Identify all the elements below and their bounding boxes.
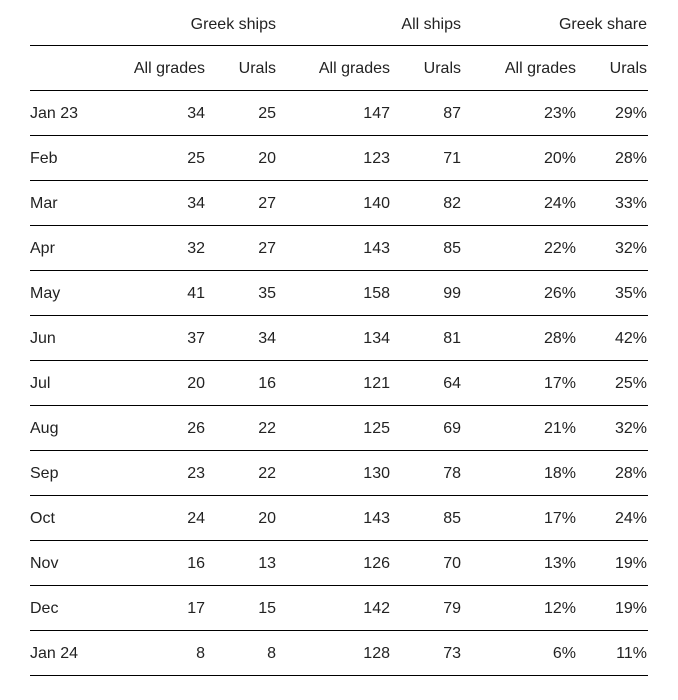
table-row — [30, 451, 648, 496]
cell-all-all-grades: 125 — [363, 420, 390, 437]
cell-all-all-grades: 140 — [363, 195, 390, 212]
group-header-greek-share: Greek share — [558, 16, 647, 33]
cell-share-urals: 42% — [614, 330, 647, 347]
cell-share-all-grades: 24% — [543, 195, 576, 212]
cell-share-all-grades: 12% — [543, 600, 576, 617]
table-row — [30, 406, 648, 451]
cell-all-all-grades: 134 — [363, 330, 390, 347]
cell-greek-all-grades: 32 — [187, 240, 205, 257]
row-month-label: May — [30, 285, 61, 302]
cell-greek-all-grades: 23 — [187, 465, 205, 482]
cell-greek-all-grades: 25 — [187, 150, 205, 167]
cell-all-urals: 99 — [443, 285, 461, 302]
cell-share-all-grades: 17% — [543, 510, 576, 527]
cell-greek-urals: 25 — [258, 105, 276, 122]
cell-greek-urals: 22 — [258, 465, 276, 482]
cell-all-all-grades: 126 — [363, 555, 390, 572]
cell-all-all-grades: 128 — [363, 645, 390, 662]
cell-greek-all-grades: 24 — [187, 510, 205, 527]
row-month-label: Aug — [30, 420, 59, 437]
cell-greek-urals: 27 — [258, 195, 276, 212]
cell-greek-urals: 22 — [258, 420, 276, 437]
cell-greek-urals: 27 — [258, 240, 276, 257]
data-table — [30, 0, 648, 690]
cell-all-all-grades: 143 — [363, 510, 390, 527]
table-row — [30, 586, 648, 631]
table-row — [30, 136, 648, 181]
cell-greek-urals: 34 — [258, 330, 276, 347]
cell-all-urals: 64 — [443, 375, 461, 392]
table-row — [30, 316, 648, 361]
row-month-label: Mar — [30, 195, 58, 212]
cell-all-urals: 73 — [443, 645, 461, 662]
cell-share-urals: 28% — [614, 465, 647, 482]
cell-share-urals: 35% — [614, 285, 647, 302]
cell-greek-all-grades: 37 — [187, 330, 205, 347]
cell-share-all-grades: 23% — [543, 105, 576, 122]
cell-share-all-grades: 26% — [543, 285, 576, 302]
cell-share-urals: 32% — [614, 240, 647, 257]
cell-all-urals: 85 — [443, 240, 461, 257]
table-row — [30, 91, 648, 136]
table-row — [30, 631, 648, 676]
table-row — [30, 181, 648, 226]
row-month-label: Apr — [30, 240, 55, 257]
cell-all-all-grades: 130 — [363, 465, 390, 482]
cell-all-urals: 82 — [443, 195, 461, 212]
cell-greek-urals: 16 — [258, 375, 276, 392]
row-month-label: Jun — [30, 330, 56, 347]
cell-all-all-grades: 143 — [363, 240, 390, 257]
cell-greek-all-grades: 41 — [187, 285, 205, 302]
cell-share-urals: 28% — [614, 150, 647, 167]
sub-header-row — [30, 46, 648, 91]
cell-greek-all-grades: 20 — [187, 375, 205, 392]
cell-share-all-grades: 22% — [543, 240, 576, 257]
sub-header-share-all-grades: All grades — [504, 60, 576, 77]
cell-greek-urals: 15 — [258, 600, 276, 617]
cell-share-urals: 19% — [614, 555, 647, 572]
cell-greek-urals: 13 — [258, 555, 276, 572]
sub-header-all-all-grades: All grades — [318, 60, 390, 77]
cell-share-urals: 32% — [614, 420, 647, 437]
cell-share-all-grades: 28% — [543, 330, 576, 347]
cell-greek-all-grades: 26 — [187, 420, 205, 437]
cell-all-urals: 70 — [443, 555, 461, 572]
table-row — [30, 496, 648, 541]
sub-header-all-urals: Urals — [423, 60, 461, 77]
cell-all-all-grades: 121 — [363, 375, 390, 392]
cell-share-urals: 29% — [614, 105, 647, 122]
group-header-all-ships: All ships — [401, 16, 461, 33]
cell-share-all-grades: 17% — [543, 375, 576, 392]
cell-greek-all-grades: 8 — [196, 645, 205, 662]
sub-header-greek-urals: Urals — [238, 60, 276, 77]
sub-header-greek-all-grades: All grades — [133, 60, 205, 77]
cell-share-all-grades: 13% — [543, 555, 576, 572]
cell-share-all-grades: 18% — [543, 465, 576, 482]
cell-share-urals: 19% — [614, 600, 647, 617]
row-month-label: Feb — [30, 150, 58, 167]
cell-share-all-grades: 20% — [543, 150, 576, 167]
cell-all-all-grades: 158 — [363, 285, 390, 302]
row-month-label: Dec — [30, 600, 59, 617]
table-row — [30, 271, 648, 316]
cell-all-urals: 78 — [443, 465, 461, 482]
cell-greek-urals: 20 — [258, 150, 276, 167]
cell-greek-all-grades: 16 — [187, 555, 205, 572]
cell-all-urals: 81 — [443, 330, 461, 347]
sub-header-share-urals: Urals — [609, 60, 647, 77]
cell-all-urals: 71 — [443, 150, 461, 167]
cell-all-urals: 69 — [443, 420, 461, 437]
cell-all-all-grades: 142 — [363, 600, 390, 617]
cell-greek-all-grades: 34 — [187, 105, 205, 122]
cell-share-urals: 33% — [614, 195, 647, 212]
cell-share-all-grades: 21% — [543, 420, 576, 437]
cell-all-all-grades: 123 — [363, 150, 390, 167]
cell-share-urals: 11% — [616, 645, 647, 662]
cell-greek-urals: 20 — [258, 510, 276, 527]
row-month-label: Oct — [30, 510, 55, 527]
table-row — [30, 361, 648, 406]
row-month-label: Sep — [30, 465, 59, 482]
cell-greek-urals: 35 — [258, 285, 276, 302]
cell-share-urals: 25% — [614, 375, 647, 392]
cell-share-urals: 24% — [614, 510, 647, 527]
row-month-label: Jan 24 — [30, 645, 79, 662]
cell-all-urals: 79 — [443, 600, 461, 617]
cell-greek-all-grades: 17 — [187, 600, 205, 617]
group-header-greek-ships: Greek ships — [190, 16, 276, 33]
row-month-label: Jul — [30, 375, 51, 392]
cell-share-all-grades: 6% — [552, 645, 576, 662]
cell-greek-all-grades: 34 — [187, 195, 205, 212]
row-month-label: Jan 23 — [30, 105, 79, 122]
group-header-row — [30, 0, 648, 46]
cell-all-urals: 85 — [443, 510, 461, 527]
table-row — [30, 226, 648, 271]
row-month-label: Nov — [30, 555, 59, 572]
cell-all-all-grades: 147 — [363, 105, 390, 122]
table-row — [30, 541, 648, 586]
cell-greek-urals: 8 — [267, 645, 276, 662]
cell-all-urals: 87 — [443, 105, 461, 122]
